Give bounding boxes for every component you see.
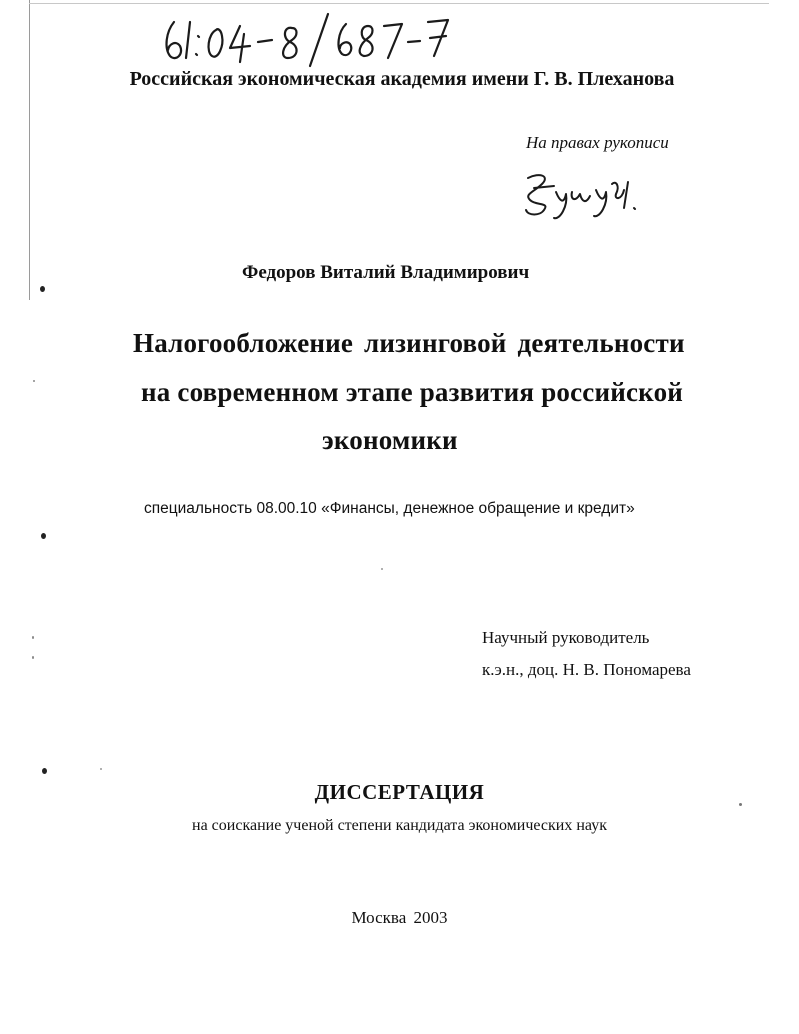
- specialty-line: специальность 08.00.10 «Финансы, денежное обращение и кредит»: [144, 500, 635, 517]
- scan-edge-top: [29, 3, 769, 4]
- scan-speck: [32, 636, 34, 639]
- advisor-name: к.э.н., доц. Н. В. Пономарева: [482, 660, 691, 679]
- scan-speck: [100, 768, 102, 770]
- scan-speck: [42, 768, 47, 774]
- title-line-2: на современном этапе развития российской: [141, 377, 684, 407]
- institution-name: Российская экономическая академия имени Г. В. Плеханова: [129, 68, 675, 90]
- degree-line: на соискание ученой степени кандидата экономических наук: [192, 817, 607, 834]
- scan-speck: [33, 380, 35, 382]
- manuscript-note: На правах рукописи: [526, 133, 669, 152]
- scan-speck: [381, 568, 383, 570]
- handwritten-archive-number: [160, 8, 460, 68]
- scan-speck: [41, 533, 46, 539]
- title-line-3: экономики: [322, 425, 458, 455]
- scan-edge-left: [29, 0, 30, 300]
- advisor-label: Научный руководитель: [482, 628, 650, 647]
- scan-speck: [739, 803, 742, 806]
- scan-speck: [32, 656, 34, 659]
- document-type: ДИССЕРТАЦИЯ: [314, 780, 485, 804]
- handwritten-signature: [520, 166, 650, 222]
- author-name: Федоров Виталий Владимирович: [242, 262, 530, 283]
- title-line-1: Налогообложение лизинговой деятельности: [133, 328, 685, 358]
- scan-speck: [40, 286, 45, 292]
- city-year: Москва 2003: [351, 908, 448, 927]
